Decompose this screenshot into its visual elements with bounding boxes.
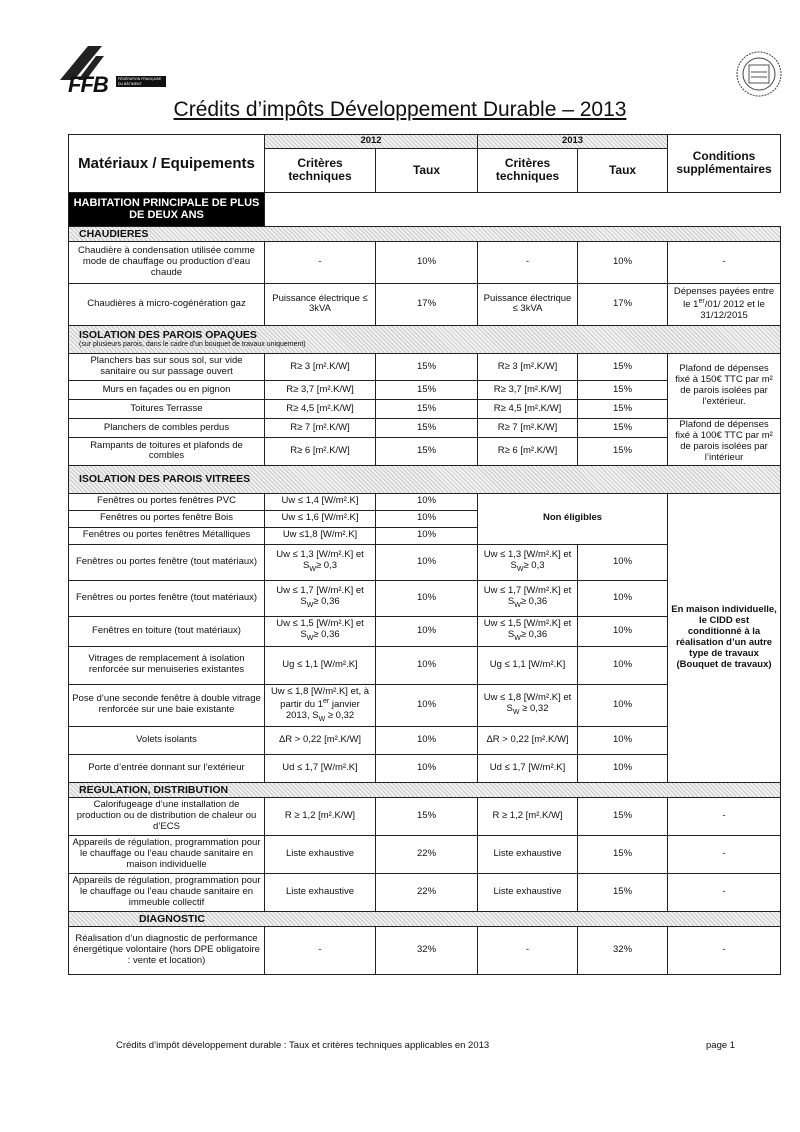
criteria-part: ≥ 0,36 xyxy=(520,629,548,641)
criteria-2012: Uw ≤ 1,8 [W/m².K] et, à partir du 1er janvier 2013, $S_W \ge 0,32$ xyxy=(265,684,376,726)
criteria-2013: ΔR > 0,22 [m².K/W] xyxy=(478,726,578,754)
rate-2012: 10% xyxy=(376,580,478,616)
conditions: - xyxy=(668,926,781,974)
col-criteria-2012: Critères techniques xyxy=(265,148,376,192)
criteria-2012: R ≥ 1,2 [m².K/W] xyxy=(265,797,376,835)
row-label: Calorifugeage d’une installation de production ou de distribution de chaleur ou d’ECS xyxy=(69,797,265,835)
criteria-2013: Liste exhaustive xyxy=(478,873,578,911)
section-subtitle: (sur plusieurs parois, dans le cadre d'un bouquet de travaux uniquement) xyxy=(79,341,306,349)
row-label: Fenêtres ou portes fenêtre (tout matériaux) xyxy=(69,580,265,616)
rate-2012: 10% xyxy=(376,544,478,580)
col-rate-2013: Taux xyxy=(578,148,668,192)
section-isolation-opaques xyxy=(69,325,781,353)
criteria-2012: Uw ≤ 1,3 [W/m².K] et $S_W\ge 0,3$ xyxy=(265,544,376,580)
conditions-bouquet: En maison individuelle, le CIDD est conditionné à la réalisation d’un autre type de travaux (Bouquet de travaux) xyxy=(668,493,781,782)
rate-2012: 22% xyxy=(376,873,478,911)
conditions: - xyxy=(668,873,781,911)
row-label: Fenêtres ou portes fenêtres PVC xyxy=(69,493,265,510)
page-number: page 1 xyxy=(706,1040,736,1051)
rate-2013: 15% xyxy=(578,797,668,835)
row-label: Pose d’une seconde fenêtre à double vitrage renforcée sur une baie existante xyxy=(69,684,265,726)
criteria-part: ≥ 0,36 xyxy=(313,629,340,641)
rate-2012: 10% xyxy=(376,754,478,782)
criteria-part: Uw ≤ 1,5 [W/m².K] et S xyxy=(483,618,572,641)
rate-2012: 17% xyxy=(376,283,478,325)
rate-2013: 10% xyxy=(578,580,668,616)
page-title: Crédits d’impôts Développement Durable – 2013 xyxy=(173,98,627,121)
rate-2012: 15% xyxy=(376,380,478,399)
rate-2013: 10% xyxy=(578,684,668,726)
criteria-part: janvier 2013, S xyxy=(285,698,360,721)
criteria-2012: Uw ≤ 1,6 [W/m².K] xyxy=(265,510,376,527)
rate-2013: 10% xyxy=(578,616,668,646)
criteria-2013: R≥ 4,5 [m².K/W] xyxy=(478,399,578,418)
row-label: Toitures Terrasse xyxy=(69,399,265,418)
criteria-2012: R≥ 3,7 [m².K/W] xyxy=(265,380,376,399)
col-criteria-2013: Critères techniques xyxy=(478,148,578,192)
criteria-2012: Ug ≤ 1,1 [W/m².K] xyxy=(265,646,376,684)
conditions: - xyxy=(668,835,781,873)
criteria-2012: - xyxy=(265,241,376,283)
rate-2013: 10% xyxy=(578,241,668,283)
rate-2012: 32% xyxy=(376,926,478,974)
row-label: Chaudière à condensation utilisée comme mode de chauffage ou production d’eau chaude xyxy=(69,241,265,283)
row-label: Appareils de régulation, programmation pour le chauffage ou l’eau chaude sanitaire en maison individuelle xyxy=(69,835,265,873)
row-label: Vitrages de remplacement à isolation renforcée sur menuiseries existantes xyxy=(69,646,265,684)
row-label: Fenêtres ou portes fenêtre Bois xyxy=(69,510,265,527)
row-label: Fenêtres ou portes fenêtre (tout matériaux) xyxy=(69,544,265,580)
stamp-seal-icon xyxy=(735,50,783,98)
row-label: Réalisation d’un diagnostic de performance énergétique volontaire (hors DPE obligatoire : vente et location) xyxy=(69,926,265,974)
conditions-exterior: Plafond de dépenses fixé à 150€ TTC par m² de parois isolées par l’extérieur. xyxy=(668,353,781,418)
conditions-interior: Plafond de dépenses fixé à 100€ TTC par m² de parois isolées par l’intérieur xyxy=(668,418,781,465)
criteria-2013: Ug ≤ 1,1 [W/m².K] xyxy=(478,646,578,684)
criteria-2012: Uw ≤ 1,4 [W/m².K] xyxy=(265,493,376,510)
criteria-2012: ΔR > 0,22 [m².K/W] xyxy=(265,726,376,754)
rate-2013: 15% xyxy=(578,380,668,399)
criteria-part: ≥ 0,32 xyxy=(519,703,549,715)
criteria-2013: Liste exhaustive xyxy=(478,835,578,873)
rate-2013: 10% xyxy=(578,754,668,782)
conditions-sup: er xyxy=(698,297,705,305)
criteria-2012: Uw ≤ 1,5 [W/m².K] et $S_W\ge 0,36$ xyxy=(265,616,376,646)
section-chaudieres: CHAUDIERES xyxy=(69,226,781,241)
criteria-2012: Liste exhaustive xyxy=(265,835,376,873)
criteria-part: Uw ≤ 1,7 [W/m².K] et S xyxy=(276,585,364,608)
col-materials-header: Matériaux / Equipements xyxy=(69,135,265,193)
conditions-part: Dépenses payées entre le 1 xyxy=(673,286,775,311)
rate-2013: 15% xyxy=(578,438,668,465)
rate-2012: 22% xyxy=(376,835,478,873)
footer-text: Crédits d’impôt développement durable : Taux et critères techniques applicables en 2013 xyxy=(116,1040,490,1051)
rate-2012: 10% xyxy=(376,241,478,283)
rate-2013: 17% xyxy=(578,283,668,325)
logo-subtitle: FÉDÉRATION FRANÇAISE DU BÂTIMENT xyxy=(116,76,166,87)
rate-2012: 15% xyxy=(376,418,478,437)
non-eligible: Non éligibles xyxy=(478,493,668,544)
tax-credit-table xyxy=(68,134,781,975)
col-rate-2012: Taux xyxy=(376,148,478,192)
conditions: - xyxy=(668,241,781,283)
criteria-part: Uw ≤ 1,5 [W/m².K] et S xyxy=(276,618,364,641)
rate-2013: 10% xyxy=(578,726,668,754)
criteria-part: ≥ 0,32 xyxy=(325,709,355,721)
rate-2013: 32% xyxy=(578,926,668,974)
criteria-2012: R≥ 3 [m².K/W] xyxy=(265,353,376,380)
criteria-sup: er xyxy=(322,697,330,705)
rate-2013: 10% xyxy=(578,544,668,580)
criteria-2012: Uw ≤1,8 [W/m².K] xyxy=(265,527,376,544)
criteria-part: Uw ≤ 1,3 [W/m².K] et S xyxy=(483,549,572,572)
conditions-part: /01/ 2012 et le 31/12/2015 xyxy=(700,299,765,322)
criteria-2012: Uw ≤ 1,7 [W/m².K] et $S_W\ge 0,36$ xyxy=(265,580,376,616)
criteria-2013: Puissance électrique ≤ 3kVA xyxy=(478,283,578,325)
criteria-2012: R≥ 6 [m².K/W] xyxy=(265,438,376,465)
criteria-part: Uw ≤ 1,8 [W/m².K] et, à partir du 1 xyxy=(270,685,370,710)
habitation-header: HABITATION PRINCIPALE DE PLUS DE DEUX ANS xyxy=(69,192,265,226)
row-label: Fenêtres ou portes fenêtres Métalliques xyxy=(69,527,265,544)
criteria-2013: - xyxy=(478,241,578,283)
criteria-part: Uw ≤ 1,8 [W/m².K] et S xyxy=(483,692,572,715)
row-label: Planchers de combles perdus xyxy=(69,418,265,437)
criteria-2012: R≥ 7 [m².K/W] xyxy=(265,418,376,437)
rate-2013: 15% xyxy=(578,835,668,873)
rate-2012: 10% xyxy=(376,527,478,544)
row-label: Fenêtres en toiture (tout matériaux) xyxy=(69,616,265,646)
section-regulation: REGULATION, DISTRIBUTION xyxy=(69,782,781,797)
conditions: - xyxy=(668,797,781,835)
criteria-2013: R≥ 7 [m².K/W] xyxy=(478,418,578,437)
rate-2012: 10% xyxy=(376,493,478,510)
criteria-part: Uw ≤ 1,3 [W/m².K] et S xyxy=(276,549,364,572)
row-label: Murs en façades ou en pignon xyxy=(69,380,265,399)
rate-2013: 15% xyxy=(578,418,668,437)
row-label: Chaudières à micro-cogénération gaz xyxy=(69,283,265,325)
col-conditions-header: Conditions supplémentaires xyxy=(668,135,781,193)
criteria-2013: R≥ 3,7 [m².K/W] xyxy=(478,380,578,399)
ffb-logo xyxy=(58,40,168,100)
rate-2012: 10% xyxy=(376,684,478,726)
criteria-part: ≥ 0,3 xyxy=(523,560,545,572)
criteria-2013: Uw ≤ 1,3 [W/m².K] et $S_W\ge 0,3$ xyxy=(478,544,578,580)
row-label: Porte d’entrée donnant sur l’extérieur xyxy=(69,754,265,782)
rate-2012: 15% xyxy=(376,399,478,418)
rate-2013: 15% xyxy=(578,873,668,911)
criteria-part: Uw ≤ 1,7 [W/m².K] et S xyxy=(483,585,572,608)
criteria-2012: Puissance électrique ≤ 3kVA xyxy=(265,283,376,325)
criteria-2013: Uw ≤ 1,5 [W/m².K] et $S_W\ge 0,36$ xyxy=(478,616,578,646)
rate-2012: 10% xyxy=(376,616,478,646)
rate-2013: 15% xyxy=(578,353,668,380)
criteria-2013: Ud ≤ 1,7 [W/m².K] xyxy=(478,754,578,782)
logo-text: FFB xyxy=(68,72,108,97)
rate-2012: 15% xyxy=(376,353,478,380)
year-2013-header: 2013 xyxy=(478,135,668,149)
rate-2012: 15% xyxy=(376,797,478,835)
year-2012-header: 2012 xyxy=(265,135,478,149)
criteria-part: ≥ 0,36 xyxy=(313,596,340,608)
row-label: Appareils de régulation, programmation pour le chauffage ou l’eau chaude sanitaire en immeuble collectif xyxy=(69,873,265,911)
row-label: Volets isolants xyxy=(69,726,265,754)
criteria-2012: - xyxy=(265,926,376,974)
rate-2013: 10% xyxy=(578,646,668,684)
row-label: Rampants de toitures et plafonds de combles xyxy=(69,438,265,465)
criteria-2012: Liste exhaustive xyxy=(265,873,376,911)
criteria-2013: R ≥ 1,2 [m².K/W] xyxy=(478,797,578,835)
row-label: Planchers bas sur sous sol, sur vide sanitaire ou sur passage ouvert xyxy=(69,353,265,380)
criteria-2013: Uw ≤ 1,7 [W/m².K] et $S_W\ge 0,36$ xyxy=(478,580,578,616)
rate-2012: 15% xyxy=(376,438,478,465)
criteria-part: ≥ 0,3 xyxy=(315,560,337,572)
criteria-2013: Uw ≤ 1,8 [W/m².K] et $S_W \ge 0,32$ xyxy=(478,684,578,726)
criteria-2013: - xyxy=(478,926,578,974)
rate-2013: 15% xyxy=(578,399,668,418)
criteria-part: ≥ 0,36 xyxy=(520,596,548,608)
section-diagnostic: DIAGNOSTIC xyxy=(69,911,781,926)
rate-2012: 10% xyxy=(376,510,478,527)
conditions xyxy=(668,283,781,325)
criteria-2013: R≥ 6 [m².K/W] xyxy=(478,438,578,465)
criteria-2012: R≥ 4,5 [m².K/W] xyxy=(265,399,376,418)
section-title: ISOLATION DES PAROIS OPAQUES xyxy=(79,329,257,342)
rate-2012: 10% xyxy=(376,646,478,684)
section-isolation-vitrees: ISOLATION DES PAROIS VITREES xyxy=(69,465,781,493)
rate-2012: 10% xyxy=(376,726,478,754)
criteria-2012: Ud ≤ 1,7 [W/m².K] xyxy=(265,754,376,782)
criteria-2013: R≥ 3 [m².K/W] xyxy=(478,353,578,380)
